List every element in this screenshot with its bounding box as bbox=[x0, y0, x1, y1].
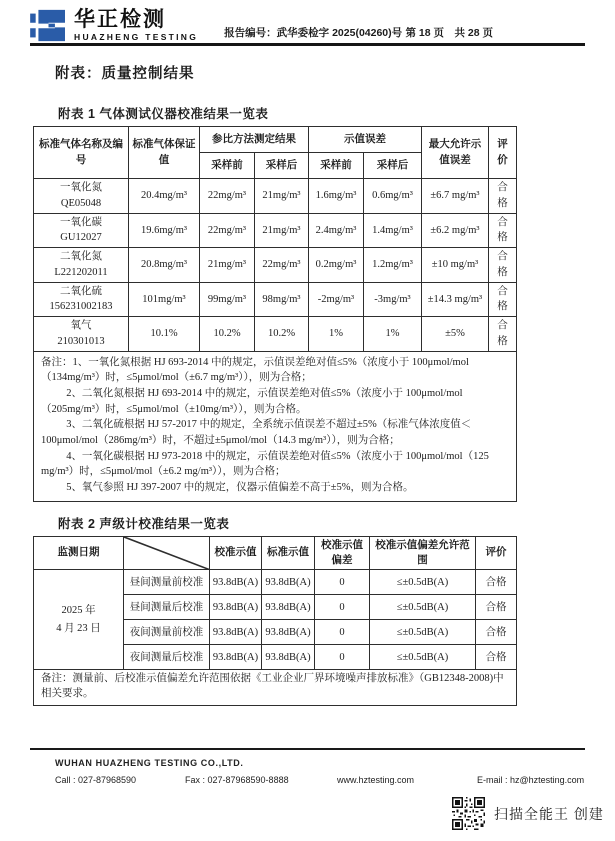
table-row-o2 bbox=[34, 317, 517, 352]
col-allowed-range: 校准示值偏差允许范围 bbox=[370, 536, 476, 569]
table2-caption: 附表 2 声级计校准结果一览表 bbox=[58, 516, 230, 531]
qr-code-icon bbox=[452, 797, 485, 830]
cell-allowed-range: ≤±0.5dB(A) bbox=[370, 595, 476, 620]
cell-standard-value: 93.8dB(A) bbox=[262, 645, 315, 670]
logo-text bbox=[74, 9, 198, 42]
table2-header-row bbox=[34, 536, 517, 569]
table1-notes-row bbox=[34, 351, 517, 501]
cell-evaluation: 合格 bbox=[476, 570, 517, 595]
company-logo bbox=[30, 9, 198, 42]
cell-deviation: 0 bbox=[315, 645, 370, 670]
date-day: 4 月 23 日 bbox=[56, 622, 101, 634]
cell-error-after: -3mg/m³ bbox=[364, 282, 422, 317]
col-reference-result: 参比方法测定结果 bbox=[200, 127, 309, 153]
contact-row bbox=[30, 775, 585, 789]
cell-evaluation bbox=[489, 317, 517, 352]
cell-gas-name bbox=[34, 248, 129, 283]
cell-gas-name bbox=[34, 282, 129, 317]
cell-error-after: 1% bbox=[364, 317, 422, 352]
page-header bbox=[30, 5, 585, 46]
cell-evaluation: 合格 bbox=[476, 620, 517, 645]
cell-guaranteed-value: 19.6mg/m³ bbox=[129, 213, 200, 248]
cell-standard-value: 93.8dB(A) bbox=[262, 620, 315, 645]
cell-evaluation bbox=[489, 282, 517, 317]
note-line: 备注：1、一氧化氮根据 HJ 693-2014 中的规定，示值误差绝对值≤5%（浓度小于 100μmol/mol（134mg/m³）时，≤5μmol/mol（±6.7 mg/m³）），则为合格； bbox=[41, 356, 469, 384]
gas-name: 二氧化硫 bbox=[60, 285, 102, 297]
cell-monitoring-date bbox=[34, 570, 124, 670]
col-evaluation-label: 评价 bbox=[497, 137, 508, 166]
col-standard-value: 标准示值 bbox=[262, 536, 315, 569]
phone-number: Call : 027-87968590 bbox=[55, 775, 137, 785]
note-line: 3、二氧化硫根据 HJ 57-2017 中的规定，全系统示值误差不超过±5%（标准气体浓度值＜100μmol/mol（286mg/m³）时，不超过±5μmol/mol（14.3 mg/m³）），则为合格； bbox=[41, 419, 472, 447]
table1-caption: 附表 1 气体测试仪器校准结果一览表 bbox=[58, 107, 269, 121]
cell-calibration-value: 93.8dB(A) bbox=[210, 570, 262, 595]
watermark-text: 扫描全能王 创建 bbox=[494, 805, 604, 822]
page-counter: 第 18 页 共 28 页 bbox=[405, 27, 493, 39]
cell-error-before: 0.2mg/m³ bbox=[309, 248, 364, 283]
company-name: WUHAN HUAZHENG TESTING CO.,LTD. bbox=[55, 758, 244, 768]
cell-calibration-value: 93.8dB(A) bbox=[210, 620, 262, 645]
fax-number: Fax : 027-87968590-8888 bbox=[185, 775, 289, 785]
cell-after-sampling: 98mg/m³ bbox=[255, 282, 309, 317]
cell-max-error: ±6.7 mg/m³ bbox=[422, 179, 489, 214]
cell-error-before: -2mg/m³ bbox=[309, 282, 364, 317]
cell-error-after: 1.2mg/m³ bbox=[364, 248, 422, 283]
table2-notes-row bbox=[34, 670, 517, 706]
cell-deviation: 0 bbox=[315, 620, 370, 645]
cell-max-error: ±10 mg/m³ bbox=[422, 248, 489, 283]
gas-name: 二氧化氮 bbox=[60, 251, 102, 262]
cell-before-sampling: 99mg/m³ bbox=[200, 282, 255, 317]
col-deviation: 校准示值偏差 bbox=[315, 536, 370, 569]
table-row-so2 bbox=[34, 282, 517, 317]
cell-before-sampling: 21mg/m³ bbox=[200, 248, 255, 283]
table-row-no2 bbox=[34, 248, 517, 283]
cell-before-sampling: 22mg/m³ bbox=[200, 179, 255, 214]
gas-calibration-table bbox=[33, 126, 517, 502]
cell-allowed-range: ≤±0.5dB(A) bbox=[370, 645, 476, 670]
scanner-watermark bbox=[452, 797, 604, 830]
cell-guaranteed-value: 20.4mg/m³ bbox=[129, 179, 200, 214]
website-url: www.hztesting.com bbox=[337, 775, 415, 785]
gas-code: QE05048 bbox=[60, 197, 102, 209]
col-error-before: 采样前 bbox=[309, 153, 364, 179]
diagonal-header-cell bbox=[124, 536, 210, 569]
cell-after-sampling: 21mg/m³ bbox=[255, 179, 309, 214]
cell-calibration-type: 夜间测量前校准 bbox=[124, 620, 210, 645]
col-calibration-value: 校准示值 bbox=[210, 536, 262, 569]
cell-allowed-range: ≤±0.5dB(A) bbox=[370, 620, 476, 645]
cell-after-sampling: 21mg/m³ bbox=[255, 213, 309, 248]
diagonal-line bbox=[124, 537, 209, 569]
cell-before-sampling: 22mg/m³ bbox=[200, 213, 255, 248]
cell-evaluation bbox=[489, 248, 517, 283]
col-before-sampling: 采样前 bbox=[200, 153, 255, 179]
cell-error-before: 2.4mg/m³ bbox=[309, 213, 364, 248]
col-indication-error: 示值误差 bbox=[309, 127, 422, 153]
section-title: 附表：质量控制结果 bbox=[55, 66, 195, 82]
cell-error-after: 1.4mg/m³ bbox=[364, 213, 422, 248]
sound-meter-calibration-table bbox=[33, 536, 517, 706]
cell-guaranteed-value: 10.1% bbox=[129, 317, 200, 352]
table-row-no bbox=[34, 179, 517, 214]
cell-evaluation: 合格 bbox=[476, 645, 517, 670]
cell-error-before: 1% bbox=[309, 317, 364, 352]
col-gas-name: 标准气体名称及编号 bbox=[34, 127, 129, 179]
cell-max-error: ±5% bbox=[422, 317, 489, 352]
cell-gas-name bbox=[34, 213, 129, 248]
col-max-error: 最大允许示值误差 bbox=[422, 127, 489, 179]
col-after-sampling: 采样后 bbox=[255, 153, 309, 179]
gas-code: L221202011 bbox=[54, 266, 108, 278]
cell-guaranteed-value: 101mg/m³ bbox=[129, 282, 200, 317]
note-line: 4、一氧化碳根据 HJ 973-2018 中的规定，示值误差绝对值≤5%（浓度小于 100μmol/mol（125 mg/m³）时，≤5μmol/mol（±6.2 mg/m³）），则为合格； bbox=[41, 450, 489, 478]
cell-calibration-type: 昼间测量后校准 bbox=[124, 595, 210, 620]
col-evaluation bbox=[489, 127, 517, 179]
col-monitoring-date: 监测日期 bbox=[34, 536, 124, 569]
cell-evaluation bbox=[489, 179, 517, 214]
cell-guaranteed-value: 20.8mg/m³ bbox=[129, 248, 200, 283]
note-line: 5、氧气参照 HJ 397-2007 中的规定，仪器示值偏差不高于±5%，则为合格。 bbox=[66, 482, 414, 494]
table1-notes bbox=[34, 351, 517, 501]
col-error-after: 采样后 bbox=[364, 153, 422, 179]
cell-before-sampling: 10.2% bbox=[200, 317, 255, 352]
report-number: 报告编号：武华委检字 2025(04260)号 bbox=[224, 27, 403, 39]
table-row-day-pre bbox=[34, 570, 517, 595]
cell-deviation: 0 bbox=[315, 595, 370, 620]
table-row-co bbox=[34, 213, 517, 248]
gas-name: 氧气 bbox=[70, 320, 92, 331]
gas-code: 210301013 bbox=[57, 335, 105, 347]
cell-after-sampling: 10.2% bbox=[255, 317, 309, 352]
evaluation-value: 合格 bbox=[497, 251, 508, 278]
email-address: E-mail : hz@hztesting.com bbox=[477, 775, 585, 785]
table1-header-row1 bbox=[34, 127, 517, 153]
cell-standard-value: 93.8dB(A) bbox=[262, 595, 315, 620]
evaluation-value: 合格 bbox=[497, 320, 508, 347]
col-guaranteed-value: 标准气体保证值 bbox=[129, 127, 200, 179]
note-line: 2、二氧化氮根据 HJ 693-2014 中的规定，示值误差绝对值≤5%（浓度小于 100μmol/mol（205mg/m³）时，≤5μmol/mol（±10mg/m³）），则为合格。 bbox=[41, 387, 463, 415]
huazheng-logo-icon bbox=[30, 9, 67, 42]
cell-error-before: 1.6mg/m³ bbox=[309, 179, 364, 214]
logo-name-cn: 华正检测 bbox=[74, 8, 166, 32]
cell-gas-name bbox=[34, 317, 129, 352]
col-evaluation: 评价 bbox=[476, 536, 517, 569]
cell-calibration-type: 昼间测量前校准 bbox=[124, 570, 210, 595]
cell-calibration-type: 夜间测量后校准 bbox=[124, 645, 210, 670]
date-year: 2025 年 bbox=[61, 604, 96, 616]
cell-evaluation bbox=[489, 213, 517, 248]
cell-calibration-value: 93.8dB(A) bbox=[210, 595, 262, 620]
gas-name: 一氧化碳 bbox=[60, 216, 102, 228]
cell-deviation: 0 bbox=[315, 570, 370, 595]
cell-allowed-range: ≤±0.5dB(A) bbox=[370, 570, 476, 595]
evaluation-value: 合格 bbox=[497, 285, 508, 313]
evaluation-value: 合格 bbox=[497, 182, 508, 209]
cell-evaluation: 合格 bbox=[476, 595, 517, 620]
cell-standard-value: 93.8dB(A) bbox=[262, 570, 315, 595]
evaluation-value: 合格 bbox=[497, 216, 508, 244]
page-footer bbox=[30, 748, 585, 789]
cell-error-after: 0.6mg/m³ bbox=[364, 179, 422, 214]
table2-note: 备注：测量前、后校准示值偏差允许范围依据《工业企业厂界环境噪声排放标准》（GB12348-2008)中相关要求。 bbox=[34, 670, 517, 706]
cell-calibration-value: 93.8dB(A) bbox=[210, 645, 262, 670]
logo-name-en: HUAZHENG TESTING bbox=[74, 32, 199, 43]
gas-name: 一氧化氮 bbox=[60, 182, 102, 193]
cell-max-error: ±14.3 mg/m³ bbox=[422, 282, 489, 317]
cell-max-error: ±6.2 mg/m³ bbox=[422, 213, 489, 248]
gas-code: 156231002183 bbox=[49, 301, 113, 313]
cell-gas-name bbox=[34, 179, 129, 214]
gas-code: GU12027 bbox=[60, 232, 102, 244]
cell-after-sampling: 22mg/m³ bbox=[255, 248, 309, 283]
